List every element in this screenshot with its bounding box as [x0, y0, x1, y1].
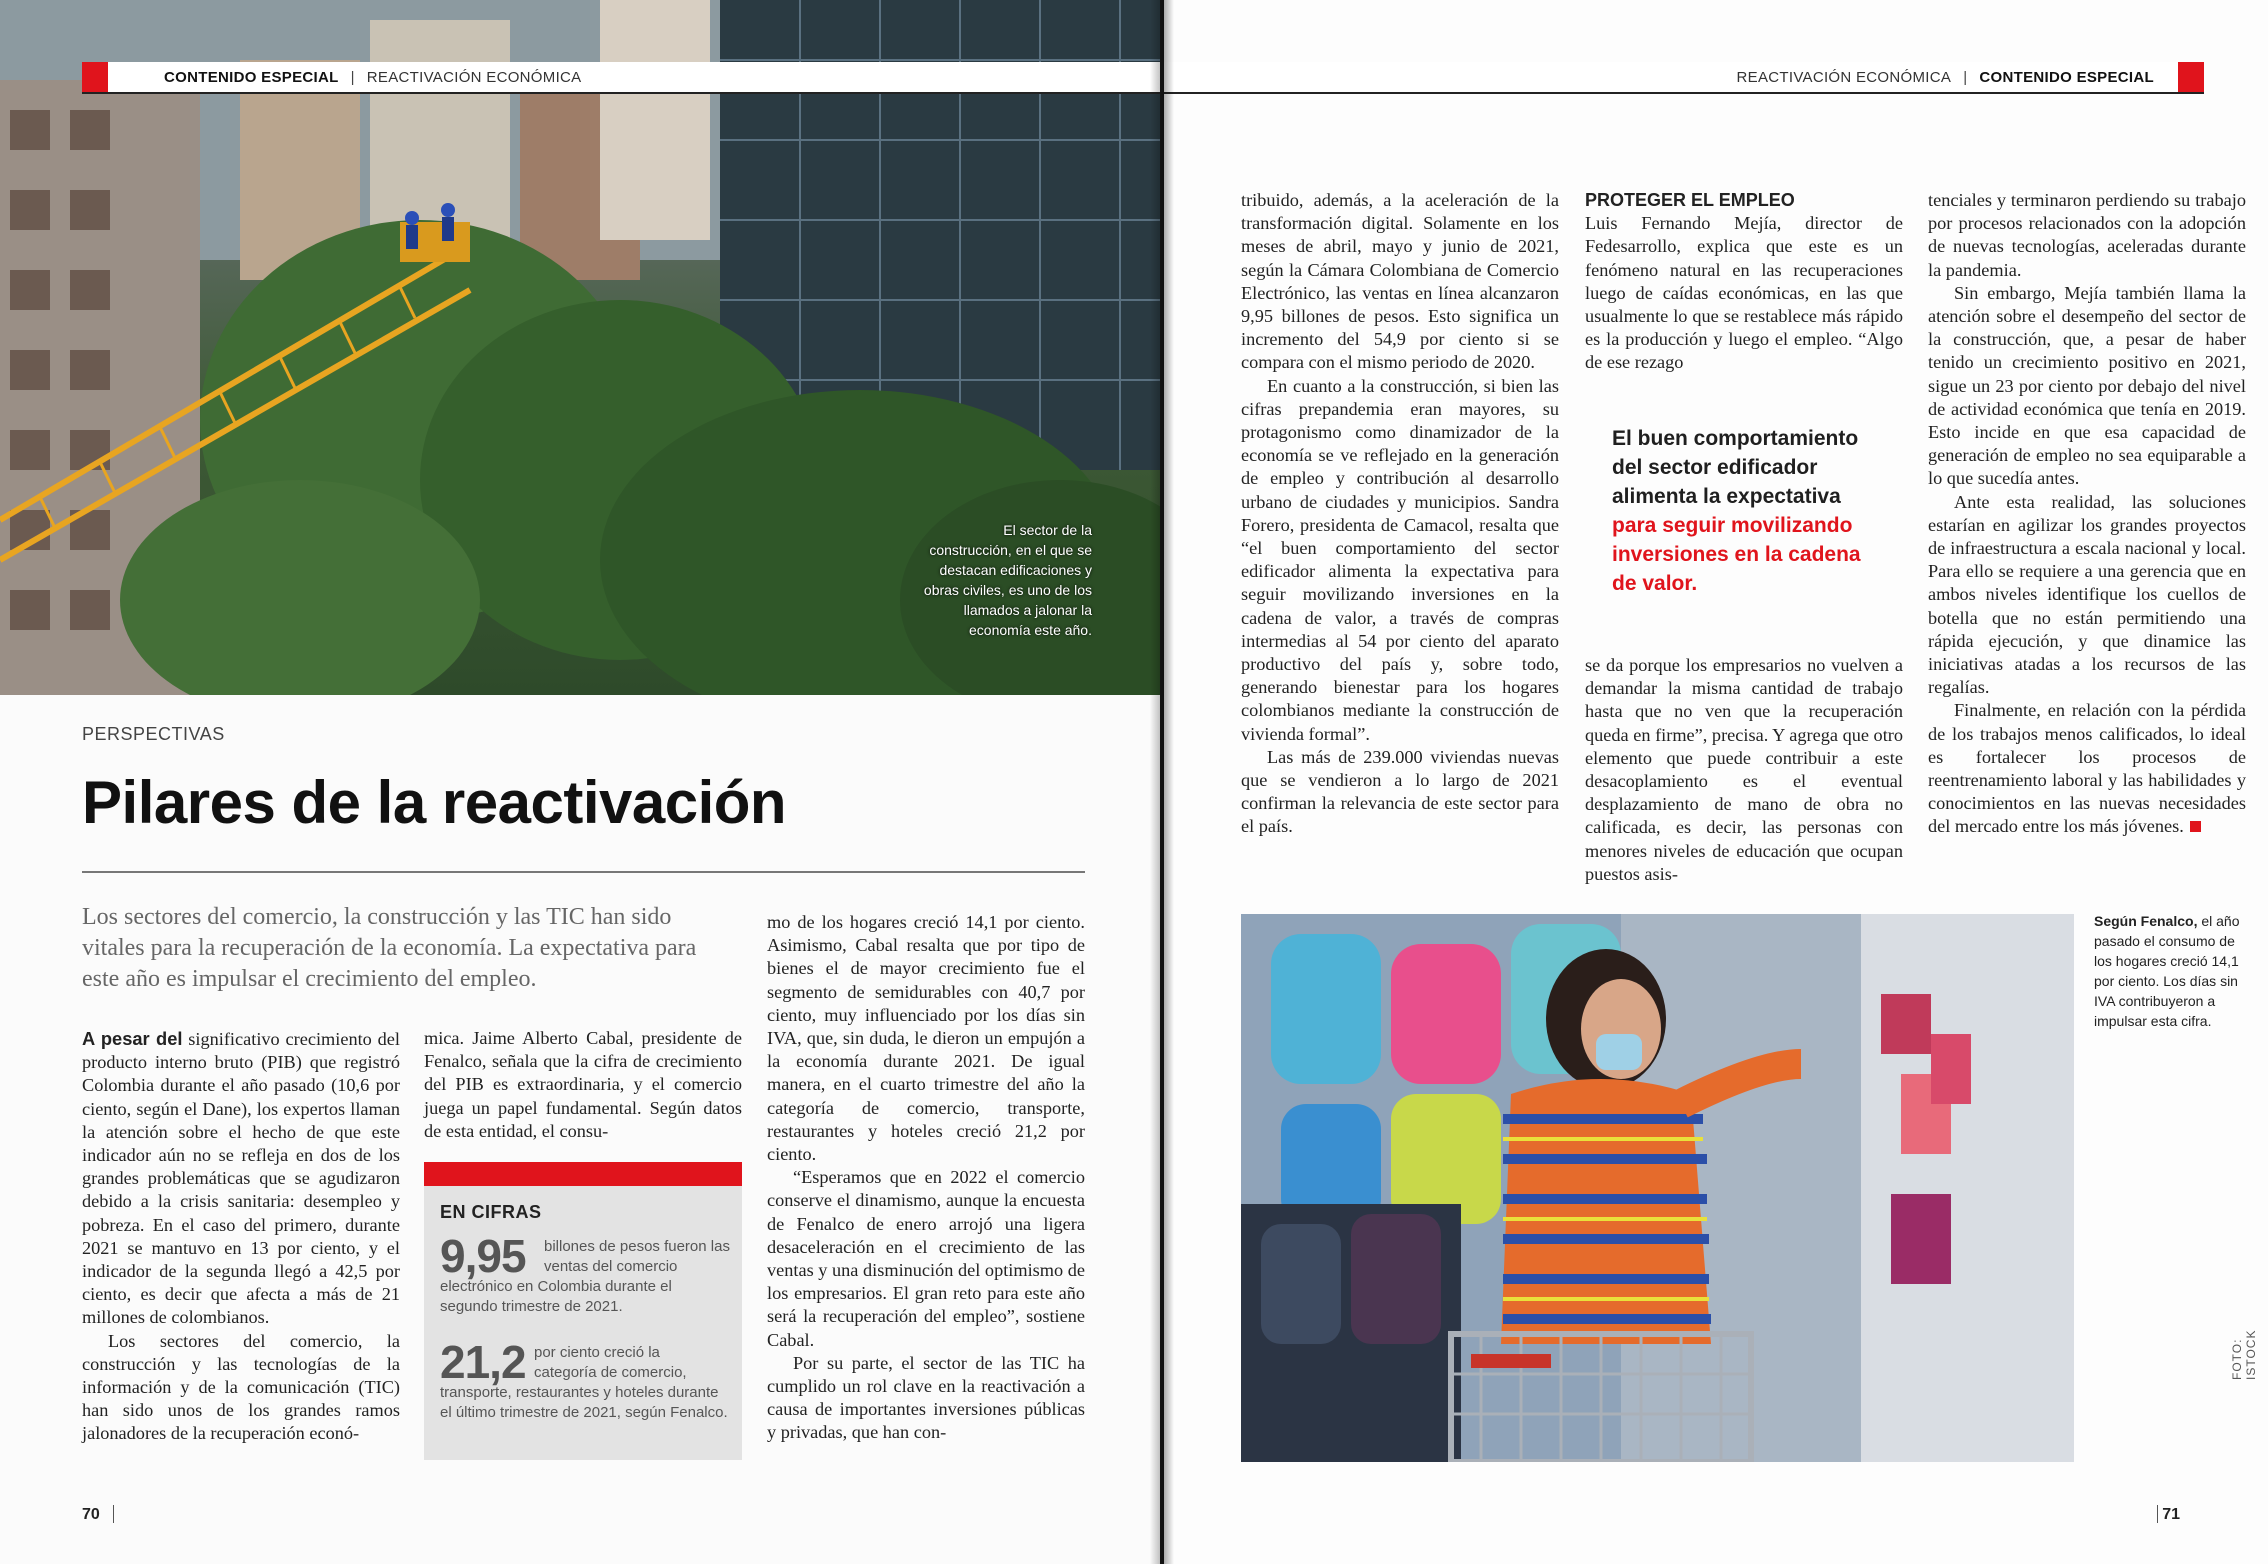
header-red-tab	[2178, 62, 2204, 92]
body-paragraph: tribuido, además, a la aceleración de la transformación digital. Solamente en los meses de abril, mayo y junio de 2021, según la Cámara Colombiana de Comercio Electrónico, las ventas en línea alcanzaron 9,95 billones de pesos. Esto significa un incremento del 54,9 por ciento si se compara con el mismo periodo de 2020.	[1241, 190, 1559, 373]
subhead-proteger-empleo: PROTEGER EL EMPLEO	[1585, 190, 1795, 210]
cifras-red-bar	[424, 1162, 742, 1186]
page-number-right: 71	[2162, 1506, 2180, 1523]
left-page-header	[82, 62, 1160, 94]
body-paragraph: En cuanto a la construcción, si bien las cifras prepandemia eran mayores, su protagonismo como dinamizador de la economía se ve reflejado en la generación de empleo y contribución al desarrollo urbano de ciudades y municipios. Sandra Forero, presidenta de Camacol, resalta que “el buen comportamiento del sector edificador alimenta la expectativa para seguir movilizando inversiones en la cadena de valor, a través de compras intermedias al 54 por ciento del aparato productivo del país y, sobre todo, generando bienestar para los hogares colombianos mediante la construcción de vivienda formal”.	[1241, 375, 1559, 744]
body-column-2	[424, 1027, 742, 1143]
caption-bold-lead: Según Fenalco,	[2094, 913, 2198, 929]
page-number-divider	[113, 1505, 114, 1523]
article-lede: Los sectores del comercio, la construcción y las TIC han sido vitales para la recuperación de la economía. La expectativa para este año es impulsar el crecimiento del empleo.	[82, 904, 697, 992]
body-paragraph: se da porque los empresarios no vuelven a demandar la misma cantidad de trabajo hasta que no ven que la recuperación queda en firme”, precisa. Y agrega que otro elemento que puede contribuir a este desacoplamiento es el eventual desplazamiento de mano de obra no calificada, es decir, las personas con menores niveles de educación que ocupan puestos asis-	[1585, 655, 1903, 884]
photo-credit: FOTO: ISTOCK	[2230, 1329, 2258, 1380]
header-topic: REACTIVACIÓN ECONÓMICA	[1736, 68, 1952, 86]
header-topic: REACTIVACIÓN ECONÓMICA	[366, 68, 582, 86]
header-section: CONTENIDO ESPECIAL	[164, 68, 339, 86]
body-paragraph: “Esperamos que en 2022 el comercio conserve el dinamismo, aunque la encuesta de Fenalco de enero arrojó una ligera desaceleración en el crecimiento de las ventas y una disminución del optimismo de los empresarios. El gran reto para este año será la recuperación del empleo”, sostiene Cabal.	[767, 1167, 1085, 1350]
body-paragraph: mica. Jaime Alberto Cabal, presidente de Fenalco, señala que la cifra de crecimiento del PIB es extraordinaria, y el comercio juega un papel fundamental. Según datos de esta entidad, el consu-	[424, 1028, 742, 1141]
header-section: CONTENIDO ESPECIAL	[1979, 68, 2154, 86]
right-body-column-1	[1241, 189, 1559, 839]
headline-rule	[82, 871, 1085, 873]
end-of-article-mark	[2190, 821, 2201, 832]
body-paragraph	[1928, 699, 2246, 838]
right-page	[1164, 0, 2268, 1564]
body-paragraph	[82, 1027, 400, 1330]
body-text: Finalmente, en relación con la pérdida de los trabajos menos calificados, lo ideal es fortalecer los procesos de reentrenamiento laboral y las habilidades y conocimientos en las nuevas necesidades del mercado entre los más jóvenes.	[1928, 700, 2246, 837]
article-kicker: PERSPECTIVAS	[82, 724, 225, 744]
pull-quote	[1612, 424, 1880, 598]
body-paragraph: Sin embargo, Mejía también llama la atención sobre el desempeño del sector de la construcción, que, a pesar de haber tenido un crecimiento positivo en 2021, sigue un 23 por ciento por debajo del nivel de actividad económica que tenía en 2019. Esto incide en que esa capacidad de generación de empleo no sea equiparable a lo que sucedía antes.	[1928, 282, 2246, 489]
stat-1-text-a: billones de pesos fueron las ventas del comercio	[544, 1238, 730, 1275]
body-paragraph: Los sectores del comercio, la construcción y las tecnologías de la información y de la comunicación (TIC) han sido unos de los grandes ramos jalonadores de la recuperación econó-	[82, 1330, 400, 1444]
right-body-column-3	[1928, 189, 2246, 839]
caption-text: el año pasado el consumo de los hogares creció 14,1 por ciento. Los días sin IVA contribuyeron a impulsar esta cifra.	[2094, 913, 2240, 1029]
page-number-left: 70	[82, 1506, 100, 1523]
right-body-column-2-continued	[1585, 654, 1903, 886]
shopper-photo	[1241, 914, 2074, 1462]
cifras-stat-1	[440, 1229, 730, 1329]
shopper-photo-caption	[2094, 911, 2244, 1031]
header-separator: |	[350, 68, 355, 86]
body-paragraph: Luis Fernando Mejía, director de Fedesarrollo, explica que este es un fenómeno natural en las recuperaciones luego de caídas económicas, en las que usualmente lo que se restablece más rápido es la producción y luego el empleo. “Algo de ese rezago	[1585, 213, 1903, 373]
header-red-tab	[82, 62, 108, 92]
body-paragraph: Ante esta realidad, las soluciones estarían en agilizar los grandes proyectos de infraestructura a escala nacional y local. Para ello se requiere a una gerencia que en ambos niveles identifique los cuellos de botella que no están permitiendo una rápida ejecución, y que dinamice las iniciativas atadas a los recursos de las regalías.	[1928, 491, 2246, 698]
cifras-title: EN CIFRAS	[440, 1202, 542, 1222]
header-separator: |	[1963, 68, 1968, 86]
stat-2-text-b: transporte, restaurantes y hoteles durante el último trimestre de 2021, según Fenalco.	[440, 1384, 728, 1421]
cifras-stat-2	[440, 1335, 730, 1435]
body-column-1	[82, 1027, 400, 1446]
stat-1-text-b: electrónico en Colombia durante el segundo trimestre de 2021.	[440, 1278, 672, 1315]
body-paragraph: mo de los hogares creció 14,1 por ciento. Asimismo, Cabal resalta que por tipo de bienes el de mayor crecimiento fue el segmento de semidurables con 40,7 por ciento, muy influenciado por los días sin IVA, que, sin duda, le dieron un empujón a la economía durante 2021. De igual manera, en el cuarto trimestre del año la categoría de comercio, transporte, restaurantes y hoteles creció 21,2 por ciento.	[767, 912, 1085, 1165]
stat-1-value: 9,95	[440, 1230, 526, 1282]
page-number-divider	[2157, 1505, 2158, 1523]
pull-quote-dark: El buen comportamiento del sector edificador alimenta la expectativa	[1612, 427, 1859, 508]
en-cifras-box	[424, 1162, 742, 1460]
article-headline: Pilares de la reactivación	[82, 769, 787, 836]
right-page-header	[1164, 62, 2204, 94]
right-body-column-2	[1585, 189, 1903, 375]
body-paragraph: tenciales y terminaron perdiendo su trabajo por procesos relacionados con la adopción de nuevas tecnologías, aceleradas durante la pandemia.	[1928, 190, 2246, 280]
city-photo-caption: El sector de la construcción, en el que se destacan edificaciones y obras civiles, es uno de los llamados a jalonar la economía este año.	[923, 522, 1092, 638]
body-column-3	[767, 911, 1085, 1445]
pull-quote-red: para seguir movilizando inversiones en la cadena de valor.	[1612, 514, 1861, 595]
stat-2-value: 21,2	[440, 1336, 526, 1388]
body-paragraph: Por su parte, el sector de las TIC ha cumplido un rol clave en la reactivación a causa de importantes inversiones públicas y privadas, que han con-	[767, 1352, 1085, 1443]
stat-2-text-a: por ciento creció la categoría de comercio,	[534, 1344, 687, 1381]
body-text: significativo crecimiento del producto interno bruto (PIB) que registró Colombia durante el año pasado (10,6 por ciento, según el Dane), los expertos llaman la atención sobre el hecho de que este indicador aún no se refleja en dos de los grandes problemáticas que se agudizaron debido a la crisis sanitaria: desempleo y pobreza. En el caso del primero, durante 2021 se mantuvo en 13 por ciento, y el indicador de la segunda llegó a 42,5 por ciento, es decir que afecta a más de 21 millones de colombianos.	[82, 1029, 400, 1328]
body-lead-in: A pesar del	[82, 1028, 183, 1049]
shop-photo-illustration	[1241, 914, 2074, 1462]
body-paragraph: Las más de 239.000 viviendas nuevas que se vendieron a lo largo de 2021 confirman la relevancia de este sector para el país.	[1241, 746, 1559, 837]
